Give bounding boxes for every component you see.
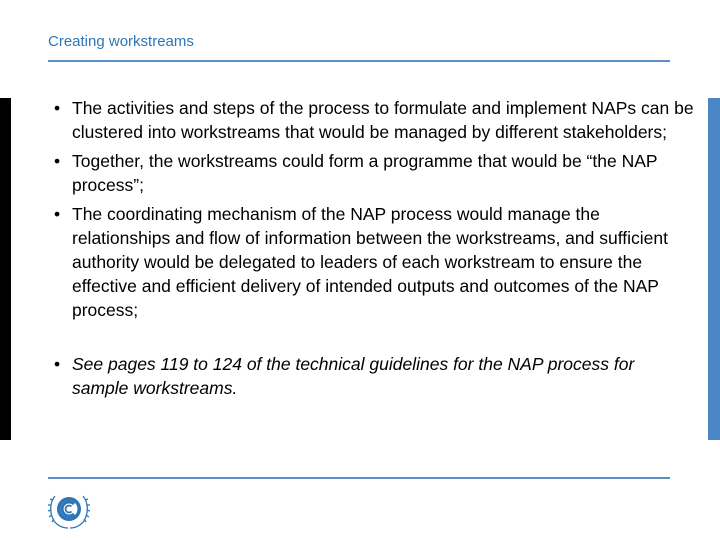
bullet-item-reference: [54, 352, 694, 400]
bullet-item: [54, 149, 694, 197]
bullet-text: Together, the workstreams could form a programme that would be “the NAP process”;: [72, 151, 658, 195]
slide-title: Creating workstreams: [48, 33, 194, 50]
bullet-text: See pages 119 to 124 of the technical guidelines for the NAP process for sample workstreams.: [72, 354, 635, 398]
top-divider: [48, 60, 670, 62]
bullet-list: [54, 96, 694, 405]
bullet-item: [54, 202, 694, 322]
bottom-divider: [48, 477, 670, 479]
bullet-marker: •: [54, 204, 61, 224]
bullet-text: The coordinating mechanism of the NAP process would manage the relationships and flow of information between the workstreams, and sufficient authority would be delegated to leaders of each workstream to ensure the effective and efficient delivery of intended outputs and outcomes of the NAP process;: [72, 204, 668, 320]
bullet-marker: •: [54, 354, 61, 374]
right-accent-bar: [708, 98, 720, 440]
bullet-marker: •: [54, 151, 61, 171]
unfccc-logo-icon: [46, 490, 92, 530]
left-accent-bar: [0, 98, 11, 440]
bullet-text: The activities and steps of the process to formulate and implement NAPs can be clustered into workstreams that would be managed by different stakeholders;: [72, 98, 694, 142]
bullet-marker: •: [54, 98, 61, 118]
bullet-item: [54, 96, 694, 144]
